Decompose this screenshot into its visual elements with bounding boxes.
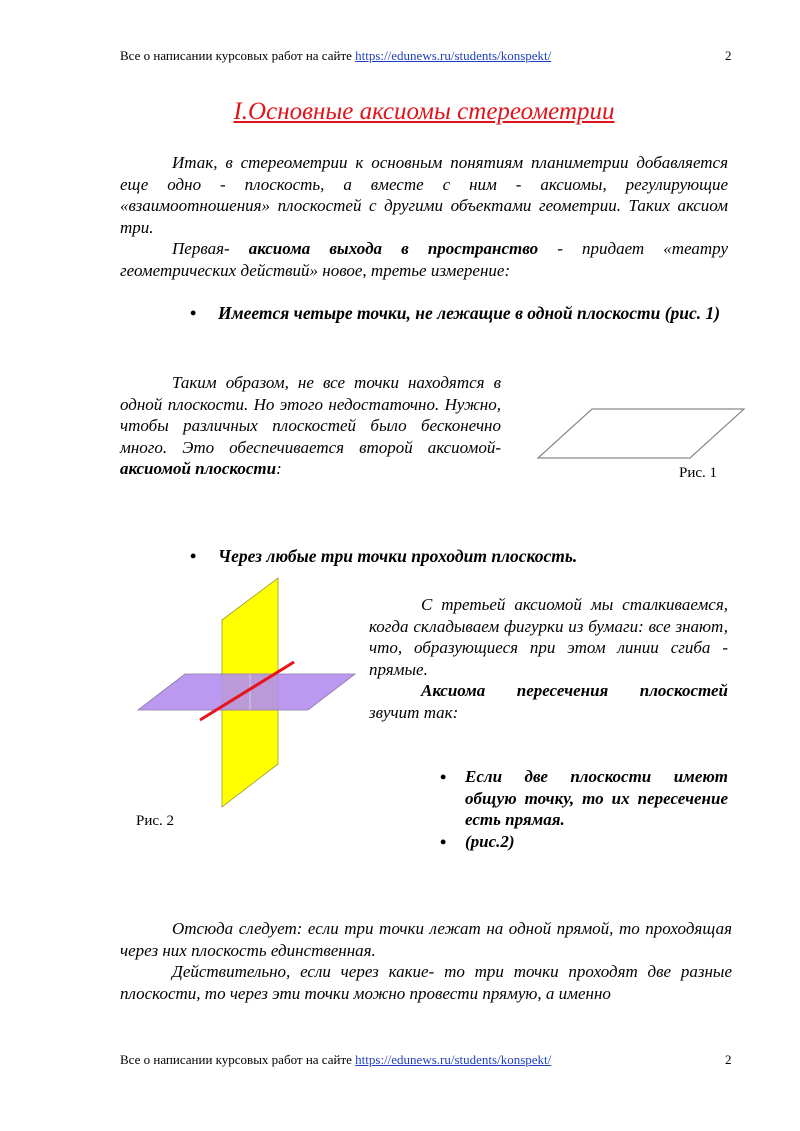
axiom-2: Через любые три точки проходит плоскость. — [218, 546, 578, 566]
footer-page-number: 2 — [725, 1052, 732, 1067]
axiom-plane-paragraph — [120, 372, 501, 480]
footer-text: Все о написании курсовых работ на сайте — [120, 1052, 356, 1067]
figure-2-intersecting-planes — [130, 570, 365, 815]
block2-text: Таким образом, не все точки находятся в одной плоскости. Но этого недостаточно. Нужно, чтобы различных плоскостей было бесконечно много. Это обеспечивается второй аксиомой- — [120, 373, 501, 457]
intersection-axiom-paragraph — [369, 680, 728, 723]
footer-link[interactable]: https://edunews.ru/students/konspekt/ — [355, 1052, 552, 1067]
header-text: Все о написании курсовых работ на сайте — [120, 48, 356, 63]
bullet-dot: • — [440, 767, 447, 787]
block2-end: : — [276, 459, 282, 478]
block2-bold: аксиомой плоскости — [120, 459, 277, 478]
block3-end: звучит так: — [369, 702, 459, 722]
figure-2-caption: Рис. 2 — [136, 813, 175, 829]
page-footer — [120, 1052, 551, 1068]
axiom-3-reference: (рис.2) — [465, 832, 515, 851]
intro-paragraph-1: Итак, в стереометрии к основным понятиям планиметрии добавляется еще одно - плоскость, а вместе с ним - аксиомы, регулирующие «взаимоотношения» плоскостей с другими объектами геометрии. Таких аксиом три. — [120, 153, 728, 237]
page-header — [120, 48, 551, 64]
intro-p2-bold: аксиома выхода в пространство — [248, 239, 539, 258]
intro-p2-start: Первая- — [172, 239, 249, 258]
page-title: I.Основные аксиомы стереометрии — [233, 98, 615, 125]
block3-bold: Аксиома пересечения плоскостей — [421, 681, 728, 700]
closing-paragraph-2: Действительно, если через какие- то три точки проходят две разные плоскости, то через эти точки можно провести прямую, а именно — [120, 962, 732, 1003]
intro-paragraph-2 — [120, 238, 728, 281]
figure-1-parallelogram — [530, 400, 752, 470]
header-link[interactable]: https://edunews.ru/students/konspekt/ — [355, 48, 552, 63]
header-page-number: 2 — [725, 48, 732, 63]
axiom-1: Имеется четыре точки, не лежащие в одной плоскости (рис. 1) — [218, 303, 721, 323]
third-axiom-paragraph: С третьей аксиомой мы сталкиваемся, когда складываем фигурки из бумаги: все знают, что, образующиеся при этом линии сгиба - прямые. — [369, 595, 728, 679]
bullet-dot: • — [190, 303, 197, 323]
bullet-dot: • — [440, 832, 447, 852]
bullet-dot: • — [190, 546, 197, 566]
figure-1-caption: Рис. 1 — [679, 465, 718, 481]
axiom-3: Если две плоскости имеют общую точку, то их пересечение есть прямая. — [465, 767, 728, 829]
intro-p2-end: - придает «театру геометрических действий» новое, третье измерение: — [120, 239, 728, 280]
closing-paragraph-1: Отсюда следует: если три точки лежат на одной прямой, то проходящая через них плоскость единственная. — [120, 919, 732, 960]
